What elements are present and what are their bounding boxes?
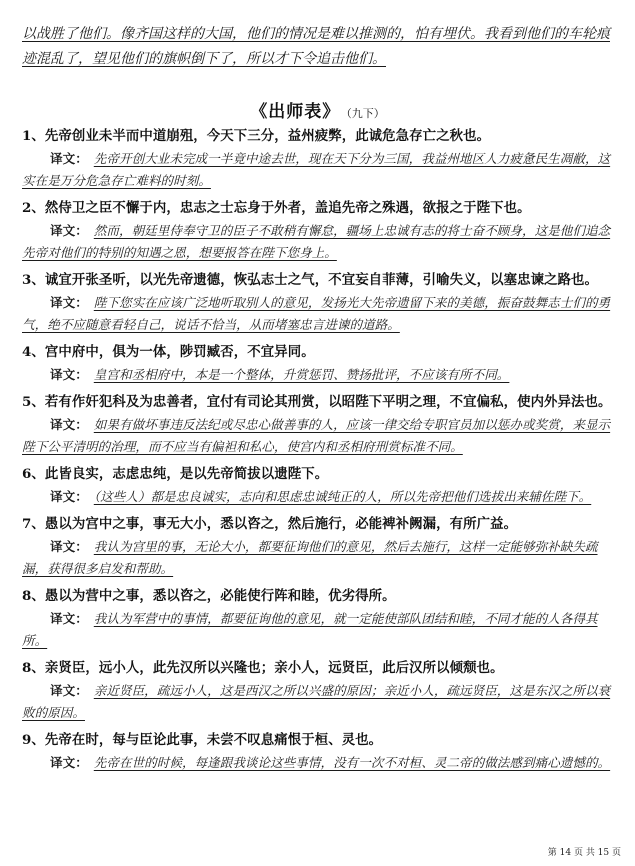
- translation-text: 如果有做坏事违反法纪或尽忠心做善事的人，应该一律交给专职官员加以惩办或奖赏，来显示陛下公平清明的治理，而不应当有偏袒和私心，使宫内和丞相府刑赏标准不同。: [22, 417, 611, 454]
- translation-label: 译文：: [50, 367, 88, 382]
- intro-text: 以战胜了他们。像齐国这样的大国，他们的情况是难以推测的，怕有埋伏。我看到他们的车轮痕迹混乱了，望见他们的旗帜倒下了，所以才下令追击他们。: [22, 26, 610, 67]
- translation: [22, 414, 613, 458]
- original-sentence: 1、先帝创业未半而中道崩殂，今天下三分，益州疲弊，此诚危急存亡之秋也。: [22, 128, 491, 144]
- translation: [22, 220, 613, 264]
- translation: [22, 752, 613, 774]
- original-sentence: 5、若有作奸犯科及为忠善者，宜付有司论其刑赏，以昭陛下平明之理，不宜偏私，使内外异法也。: [22, 394, 612, 410]
- original-sentence: 4、宫中府中，俱为一体，陟罚臧否，不宜异同。: [22, 344, 315, 360]
- list-item: [22, 512, 613, 580]
- translation: [22, 292, 613, 336]
- translation-label: 译文：: [50, 539, 88, 554]
- translation-label: 译文：: [50, 611, 88, 626]
- translation-label: 译文：: [50, 755, 88, 770]
- translation-label: 译文：: [50, 417, 88, 432]
- intro-paragraph: [22, 22, 613, 72]
- translation-text: 皇宫和丞相府中，本是一个整体，升赏惩罚、赞扬批评，不应该有所不同。: [93, 367, 510, 382]
- translation-text: 我认为宫里的事，无论大小，都要征询他们的意见，然后去施行，这样一定能够弥补缺失疏漏，获得很多启发和帮助。: [22, 539, 598, 576]
- original-sentence: 8、亲贤臣，远小人，此先汉所以兴隆也；亲小人，远贤臣，此后汉所以倾颓也。: [22, 660, 504, 676]
- translation: [22, 536, 613, 580]
- translation: [22, 680, 613, 724]
- original-sentence: 8、愚以为营中之事，悉以咨之，必能使行阵和睦，优劣得所。: [22, 588, 396, 604]
- qa-list: [22, 124, 613, 778]
- list-item: [22, 728, 613, 774]
- translation-text: 我认为军营中的事情，都要征询他的意见，就一定能使部队团结和睦，不同才能的人各得其所。: [22, 611, 598, 648]
- translation-label: 译文：: [50, 223, 88, 238]
- original-sentence: 9、先帝在时，每与臣论此事，未尝不叹息痛恨于桓、灵也。: [22, 732, 383, 748]
- original-sentence: 3、诚宜开张圣听，以光先帝遗德，恢弘志士之气，不宜妄自菲薄，引喻失义，以塞忠谏之路也。: [22, 272, 599, 288]
- section-grade: （九下）: [346, 107, 385, 120]
- section-title: 《出师表》: [250, 102, 341, 122]
- translation-text: （这些人）都是忠良诚实，志向和思虑忠诚纯正的人，所以先帝把他们选拔出来辅佐陛下。: [93, 489, 592, 504]
- translation: [22, 148, 613, 192]
- translation-label: 译文：: [50, 489, 88, 504]
- list-item: [22, 656, 613, 724]
- translation-label: 译文：: [50, 295, 88, 310]
- original-sentence: 7、愚以为宫中之事，事无大小，悉以咨之，然后施行，必能裨补阙漏，有所广益。: [22, 516, 518, 532]
- translation-text: 然而，朝廷里侍奉守卫的臣子不敢稍有懈怠，疆场上忠诚有志的将士奋不顾身，这是他们追念先帝对他们的特别的知遇之恩，想要报答在陛下您身上。: [22, 223, 611, 260]
- translation-label: 译文：: [50, 683, 88, 698]
- list-item: [22, 268, 613, 336]
- list-item: [22, 462, 613, 508]
- translation: [22, 486, 613, 508]
- translation-text: 先帝开创大业未完成一半竟中途去世，现在天下分为三国，我益州地区人力疲惫民生凋敝，这实在是万分危急存亡难料的时刻。: [22, 151, 611, 188]
- section-heading: [0, 97, 635, 122]
- translation: [22, 608, 613, 652]
- list-item: [22, 124, 613, 192]
- translation-text: 先帝在世的时候，每逢跟我谈论这些事情，没有一次不对桓、灵二帝的做法感到痛心遗憾的。: [93, 755, 611, 770]
- translation: [22, 364, 613, 386]
- original-sentence: 6、此皆良实，志虑忠纯，是以先帝简拔以遗陛下。: [22, 466, 329, 482]
- list-item: [22, 390, 613, 458]
- translation-text: 陛下您实在应该广泛地听取别人的意见，发扬光大先帝遗留下来的美德，振奋鼓舞志士们的勇气，绝不应随意看轻自己，说话不恰当，从而堵塞忠言进谏的道路。: [22, 295, 611, 332]
- list-item: [22, 196, 613, 264]
- translation-label: 译文：: [50, 151, 88, 166]
- page-number: 第 14 页 共 15 页: [547, 848, 621, 858]
- list-item: [22, 340, 613, 386]
- translation-text: 亲近贤臣，疏远小人，这是西汉之所以兴盛的原因；亲近小人，疏远贤臣，这是东汉之所以衰败的原因。: [22, 683, 611, 720]
- original-sentence: 2、然侍卫之臣不懈于内，忠志之士忘身于外者，盖追先帝之殊遇，欲报之于陛下也。: [22, 200, 531, 216]
- list-item: [22, 584, 613, 652]
